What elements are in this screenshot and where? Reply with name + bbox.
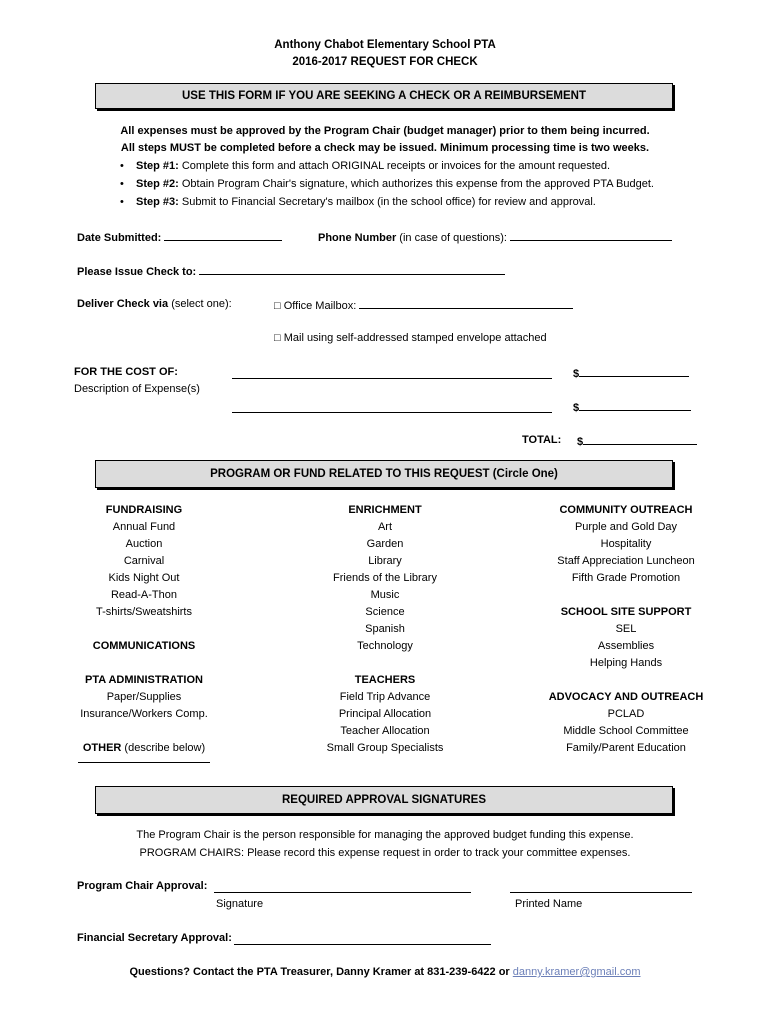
amount-row-1 [573, 366, 689, 380]
list-item[interactable]: Music [370, 589, 400, 601]
deliver-label: Deliver Check via [77, 298, 169, 310]
option-mail[interactable] [274, 332, 547, 344]
step-label: Step #2: [136, 178, 179, 190]
list-item[interactable]: Friends of the Library [333, 572, 437, 584]
list-item[interactable]: Read-A-Thon [110, 589, 178, 601]
list-item[interactable]: Principal Allocation [338, 708, 432, 720]
phone-note: (in case of questions): [399, 232, 507, 244]
step-text: Complete this form and attach ORIGINAL receipts or invoices for the amount requested. [181, 160, 611, 172]
community-title: COMMUNITY OUTREACH [559, 504, 693, 516]
approval-note-1: The Program Chair is the person responsible for managing the approved budget funding this expense. [136, 829, 634, 841]
footer-text: Questions? Contact the PTA Treasurer, Danny Kramer at 831-239-6422 or [129, 966, 510, 978]
total-label: TOTAL: [522, 434, 562, 446]
list-item[interactable]: Purple and Gold Day [574, 521, 678, 533]
dollar-sign: $ [573, 368, 580, 380]
list-item[interactable]: Hospitality [600, 538, 652, 550]
phone-field[interactable] [510, 230, 672, 241]
list-item[interactable]: Spanish [365, 623, 405, 635]
step-label: Step #1: [136, 160, 179, 172]
amount-row-2 [573, 400, 691, 414]
list-item[interactable]: Family/Parent Education [566, 742, 686, 754]
banner-program: PROGRAM OR FUND RELATED TO THIS REQUEST (Circle One) [95, 460, 673, 488]
list-item[interactable]: Annual Fund [112, 521, 176, 533]
checkbox-icon[interactable]: □ [274, 300, 281, 312]
step-1 [136, 160, 610, 172]
pta-admin-title: PTA ADMINISTRATION [85, 674, 203, 686]
column-community [516, 502, 736, 757]
list-item[interactable]: SEL [615, 623, 637, 635]
program-chair-signature-field[interactable] [214, 880, 471, 893]
email-link[interactable]: danny.kramer@gmail.com [512, 966, 641, 978]
total-row [577, 434, 697, 448]
org-name: Anthony Chabot Elementary School PTA [274, 39, 496, 51]
mail-option-label: Mail using self-addressed stamped envelope attached [283, 332, 547, 344]
fundraising-title: FUNDRAISING [105, 504, 183, 516]
issue-check-row [77, 264, 505, 278]
list-item[interactable]: Science [365, 606, 405, 618]
list-item[interactable]: Auction [125, 538, 163, 550]
list-item[interactable]: Teacher Allocation [340, 725, 430, 737]
list-item[interactable]: Helping Hands [589, 657, 663, 669]
list-item[interactable]: Garden [366, 538, 404, 550]
program-chair-approval-label: Program Chair Approval: [77, 880, 208, 892]
step-label: Step #3: [136, 196, 179, 208]
list-item[interactable]: Art [377, 521, 393, 533]
instruction-line-1: All expenses must be approved by the Program Chair (budget manager) prior to them being incurred. [120, 125, 650, 137]
list-item[interactable]: Carnival [123, 555, 165, 567]
teachers-title: TEACHERS [354, 674, 416, 686]
phone-label: Phone Number [318, 232, 397, 244]
cost-description-label: Description of Expense(s) [74, 383, 200, 395]
cost-label: FOR THE COST OF: [74, 366, 178, 378]
printed-name-caption: Printed Name [515, 898, 583, 910]
approval-note-2: PROGRAM CHAIRS: Please record this expense request in order to track your committee expenses. [139, 847, 631, 859]
phone-row [318, 230, 672, 244]
amount-field-2[interactable] [579, 400, 691, 411]
instruction-line-2: All steps MUST be completed before a check may be issued. Minimum processing time is two weeks. [120, 142, 650, 154]
footer-contact [0, 966, 770, 978]
other-note: (describe below) [124, 742, 206, 754]
list-item[interactable]: Kids Night Out [108, 572, 180, 584]
communications-title[interactable]: COMMUNICATIONS [92, 640, 196, 652]
date-submitted-row [77, 230, 282, 244]
banner-use-form: USE THIS FORM IF YOU ARE SEEKING A CHECK OR A REIMBURSEMENT [95, 83, 673, 109]
list-item[interactable]: T-shirts/Sweatshirts [96, 606, 192, 618]
other-title: OTHER [82, 742, 122, 754]
office-mailbox-label: Office Mailbox: [283, 300, 357, 312]
expense-description-field-1[interactable] [232, 366, 552, 379]
step-text: Obtain Program Chair's signature, which authorizes this expense from the approved PTA Budget. [181, 178, 654, 190]
list-item[interactable]: Fifth Grade Promotion [571, 572, 681, 584]
list-item[interactable]: Field Trip Advance [339, 691, 431, 703]
list-item[interactable]: Paper/Supplies [106, 691, 182, 703]
enrichment-title: ENRICHMENT [348, 504, 422, 516]
list-item[interactable]: Technology [357, 640, 413, 652]
column-enrichment [285, 502, 485, 757]
school-site-title: SCHOOL SITE SUPPORT [560, 606, 692, 618]
banner-approval: REQUIRED APPROVAL SIGNATURES [95, 786, 673, 814]
step-2 [136, 178, 654, 190]
dollar-sign: $ [573, 402, 580, 414]
issue-check-label: Please Issue Check to: [77, 266, 197, 278]
other-row[interactable] [44, 740, 244, 757]
deliver-note: (select one): [171, 298, 232, 310]
dollar-sign: $ [577, 436, 584, 448]
financial-secretary-approval-label: Financial Secretary Approval: [77, 932, 232, 944]
list-item[interactable]: PCLAD [607, 708, 645, 720]
program-chair-printed-name-field[interactable] [510, 880, 692, 893]
expense-description-field-2[interactable] [232, 400, 552, 413]
list-item[interactable]: Insurance/Workers Comp. [80, 708, 208, 720]
amount-field-1[interactable] [579, 366, 689, 377]
date-submitted-label: Date Submitted: [77, 232, 162, 244]
page-title: 2016-2017 REQUEST FOR CHECK [292, 56, 478, 68]
list-item[interactable]: Staff Appreciation Luncheon [557, 555, 695, 567]
financial-secretary-signature-field[interactable] [234, 932, 491, 945]
step-3 [136, 196, 596, 208]
step-text: Submit to Financial Secretary's mailbox (in the school office) for review and approval. [181, 196, 596, 208]
option-office-mailbox[interactable] [274, 298, 573, 312]
signature-caption: Signature [216, 898, 264, 910]
advocacy-title: ADVOCACY AND OUTREACH [548, 691, 704, 703]
total-field[interactable] [583, 434, 697, 445]
list-item[interactable]: Assemblies [597, 640, 655, 652]
date-submitted-field[interactable] [164, 230, 282, 241]
other-description-field[interactable] [78, 762, 210, 763]
office-mailbox-field[interactable] [359, 298, 573, 309]
checkbox-icon[interactable]: □ [274, 332, 281, 344]
issue-check-field[interactable] [199, 264, 505, 275]
list-item[interactable]: Library [368, 555, 402, 567]
column-fundraising [44, 502, 244, 757]
list-item[interactable]: Small Group Specialists [326, 742, 444, 754]
list-item[interactable]: Middle School Committee [563, 725, 689, 737]
deliver-row [77, 298, 232, 310]
